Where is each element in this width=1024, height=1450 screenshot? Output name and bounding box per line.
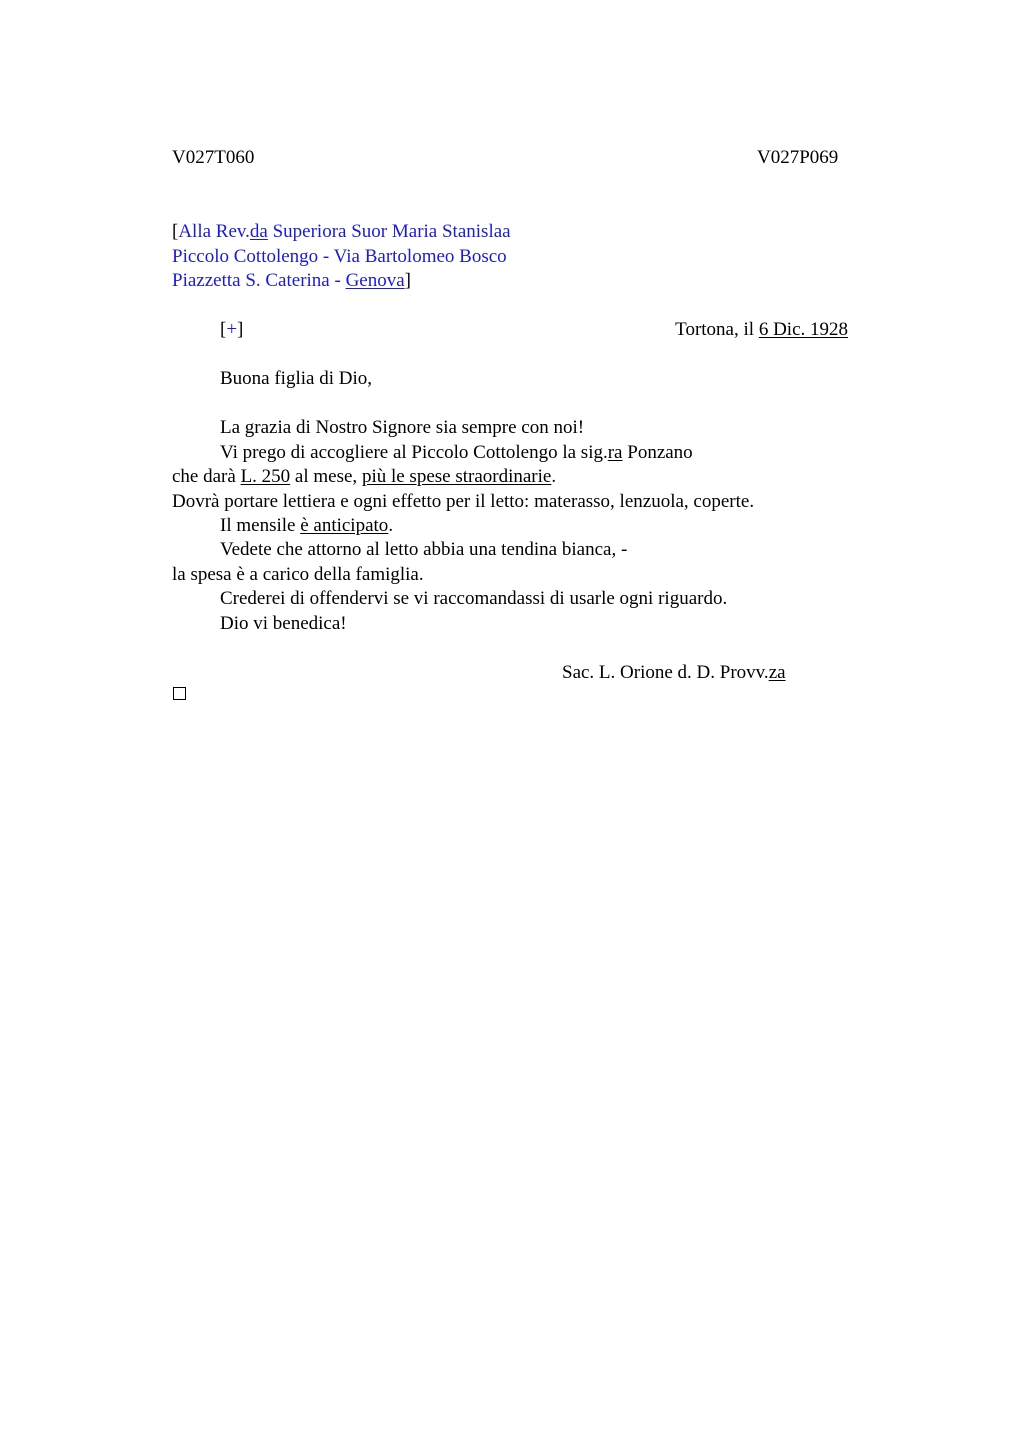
address-recipient: Superiora Suor Maria Stanislaa [267, 221, 511, 242]
letter-date [675, 318, 848, 342]
greeting: Buona figlia di Dio, [220, 368, 372, 389]
body-line-4: Dovrà portare lettiera e ogni effetto per il letto: materasso, lenzuola, coperte. [172, 491, 755, 512]
address-rev-suffix: da [249, 221, 268, 242]
body-line-9: Dio vi benedica! [220, 613, 347, 634]
address-rev: Alla Rev. [178, 221, 250, 242]
cross-mark: [+] [220, 319, 244, 340]
body-line-3: che darà L. 250 al mese, più le spese straordinarie. [172, 466, 557, 487]
bracket-close: ] [404, 270, 411, 291]
bracket-open: [ [172, 221, 179, 242]
archive-code-right: V027P069 [757, 147, 839, 168]
body-line-2: Vi prego di accogliere al Piccolo Cottolengo la sig.ra Ponzano [220, 442, 693, 463]
date-place: Tortona, il [675, 319, 759, 340]
body-line-6: Vedete che attorno al letto abbia una tendina bianca, - [220, 539, 628, 560]
body-line-7: la spesa è a carico della famiglia. [172, 564, 424, 585]
body-line-5: Il mensile è anticipato. [220, 515, 394, 536]
fee-amount: L. 250 [240, 466, 291, 487]
address-line-3 [172, 269, 411, 293]
address-piazzetta: Piazzetta S. Caterina - [172, 270, 346, 291]
archive-code-left: V027T060 [172, 147, 255, 168]
signature: Sac. L. Orione d. D. Provv.za [562, 662, 786, 683]
square-outline-icon [173, 687, 186, 700]
date-value: 6 Dic. 1928 [758, 319, 848, 340]
address-line-2: Piccolo Cottolengo - Via Bartolomeo Bosco [172, 246, 507, 267]
address-city: Genova [345, 270, 405, 291]
body-line-1: La grazia di Nostro Signore sia sempre con noi! [220, 417, 585, 438]
cross-icon: + [226, 319, 238, 340]
body-line-8: Crederei di offendervi se vi raccomandassi di usarle ogni riguardo. [220, 588, 728, 609]
address-line-1 [172, 220, 511, 244]
